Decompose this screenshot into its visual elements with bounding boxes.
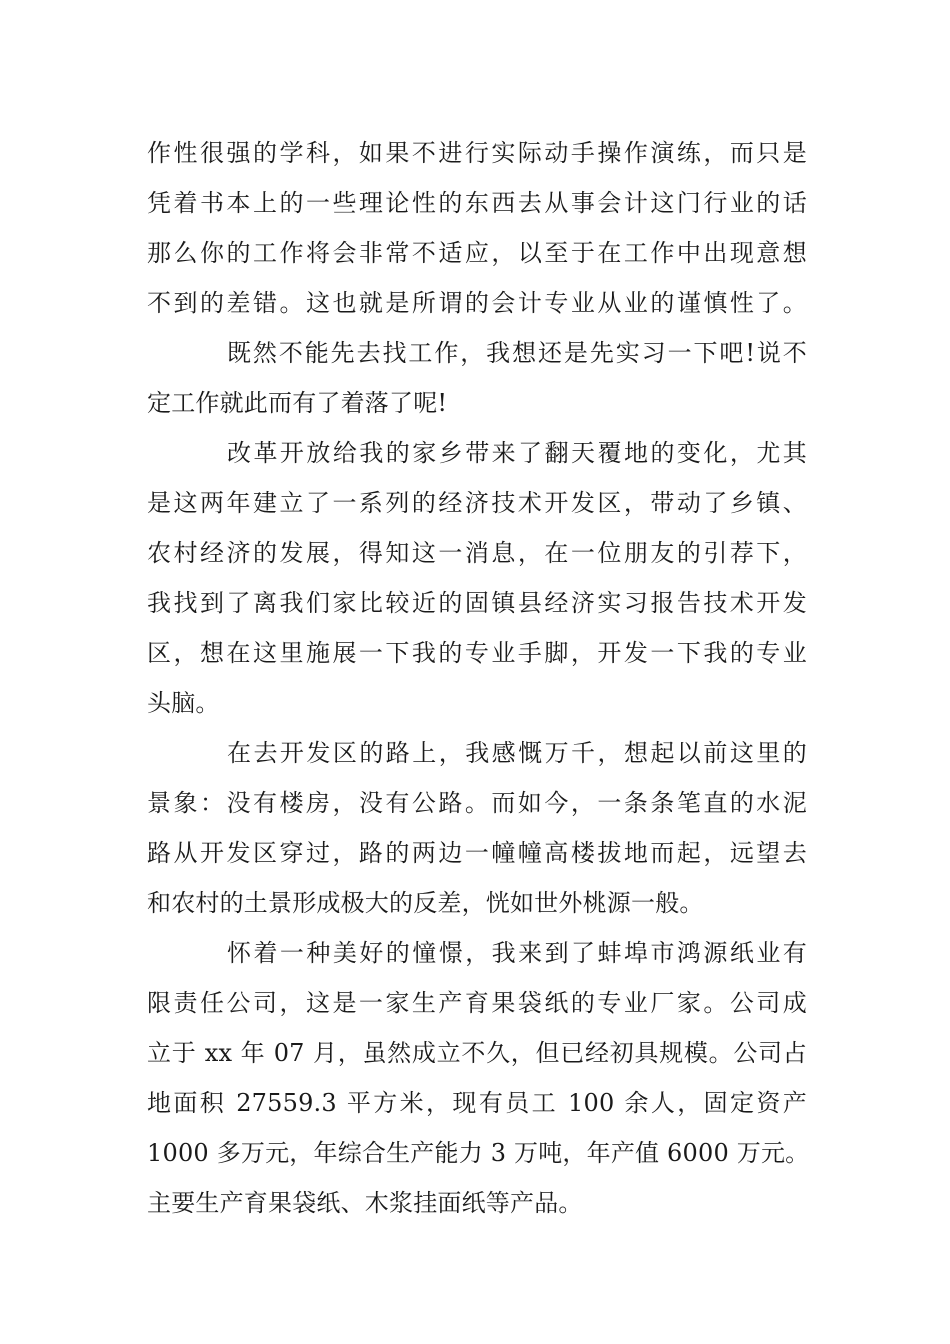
text-line: 路从开发区穿过，路的两边一幢幢高楼拔地而起，远望去 [147, 839, 807, 867]
text-line: 区，想在这里施展一下我的专业手脚，开发一下我的专业 [147, 639, 807, 667]
text-line: 1000 多万元，年综合生产能力 3 万吨，年产值 6000 万元。 [147, 1139, 810, 1167]
paragraph-start-line: 改革开放给我的家乡带来了翻天覆地的变化，尤其 [227, 439, 807, 467]
text-line: 立于 xx 年 07 月，虽然成立不久，但已经初具规模。公司占 [147, 1039, 807, 1067]
text-line: 农村经济的发展，得知这一消息，在一位朋友的引荐下， [147, 539, 807, 567]
text-line: 我找到了离我们家比较近的固镇县经济实习报告技术开发 [147, 589, 807, 617]
text-line: 头脑。 [147, 689, 220, 717]
text-line: 那么你的工作将会非常不适应，以至于在工作中出现意想 [147, 239, 807, 267]
text-line: 凭着书本上的一些理论性的东西去从事会计这门行业的话 [147, 189, 807, 217]
text-line: 主要生产育果袋纸、木浆挂面纸等产品。 [147, 1189, 583, 1217]
text-line: 作性很强的学科，如果不进行实际动手操作演练，而只是 [147, 139, 807, 167]
paragraph-start-line: 怀着一种美好的憧憬，我来到了蚌埠市鸿源纸业有 [227, 939, 807, 967]
text-line: 限责任公司，这是一家生产育果袋纸的专业厂家。公司成 [147, 989, 807, 1017]
text-line: 不到的差错。这也就是所谓的会计专业从业的谨慎性了。 [147, 289, 807, 317]
text-line: 地面积 27559.3 平方米，现有员工 100 余人，固定资产 [147, 1089, 807, 1117]
paragraph-start-line: 在去开发区的路上，我感慨万千，想起以前这里的 [227, 739, 807, 767]
document-body [147, 128, 810, 1228]
text-line: 是这两年建立了一系列的经济技术开发区，带动了乡镇、 [147, 489, 807, 517]
text-line: 和农村的土景形成极大的反差，恍如世外桃源一般。 [147, 889, 704, 917]
text-line: 定工作就此而有了着落了呢! [147, 389, 448, 417]
paragraph-start-line: 既然不能先去找工作，我想还是先实习一下吧!说不 [227, 339, 807, 367]
text-line: 景象：没有楼房，没有公路。而如今，一条条笔直的水泥 [147, 789, 807, 817]
